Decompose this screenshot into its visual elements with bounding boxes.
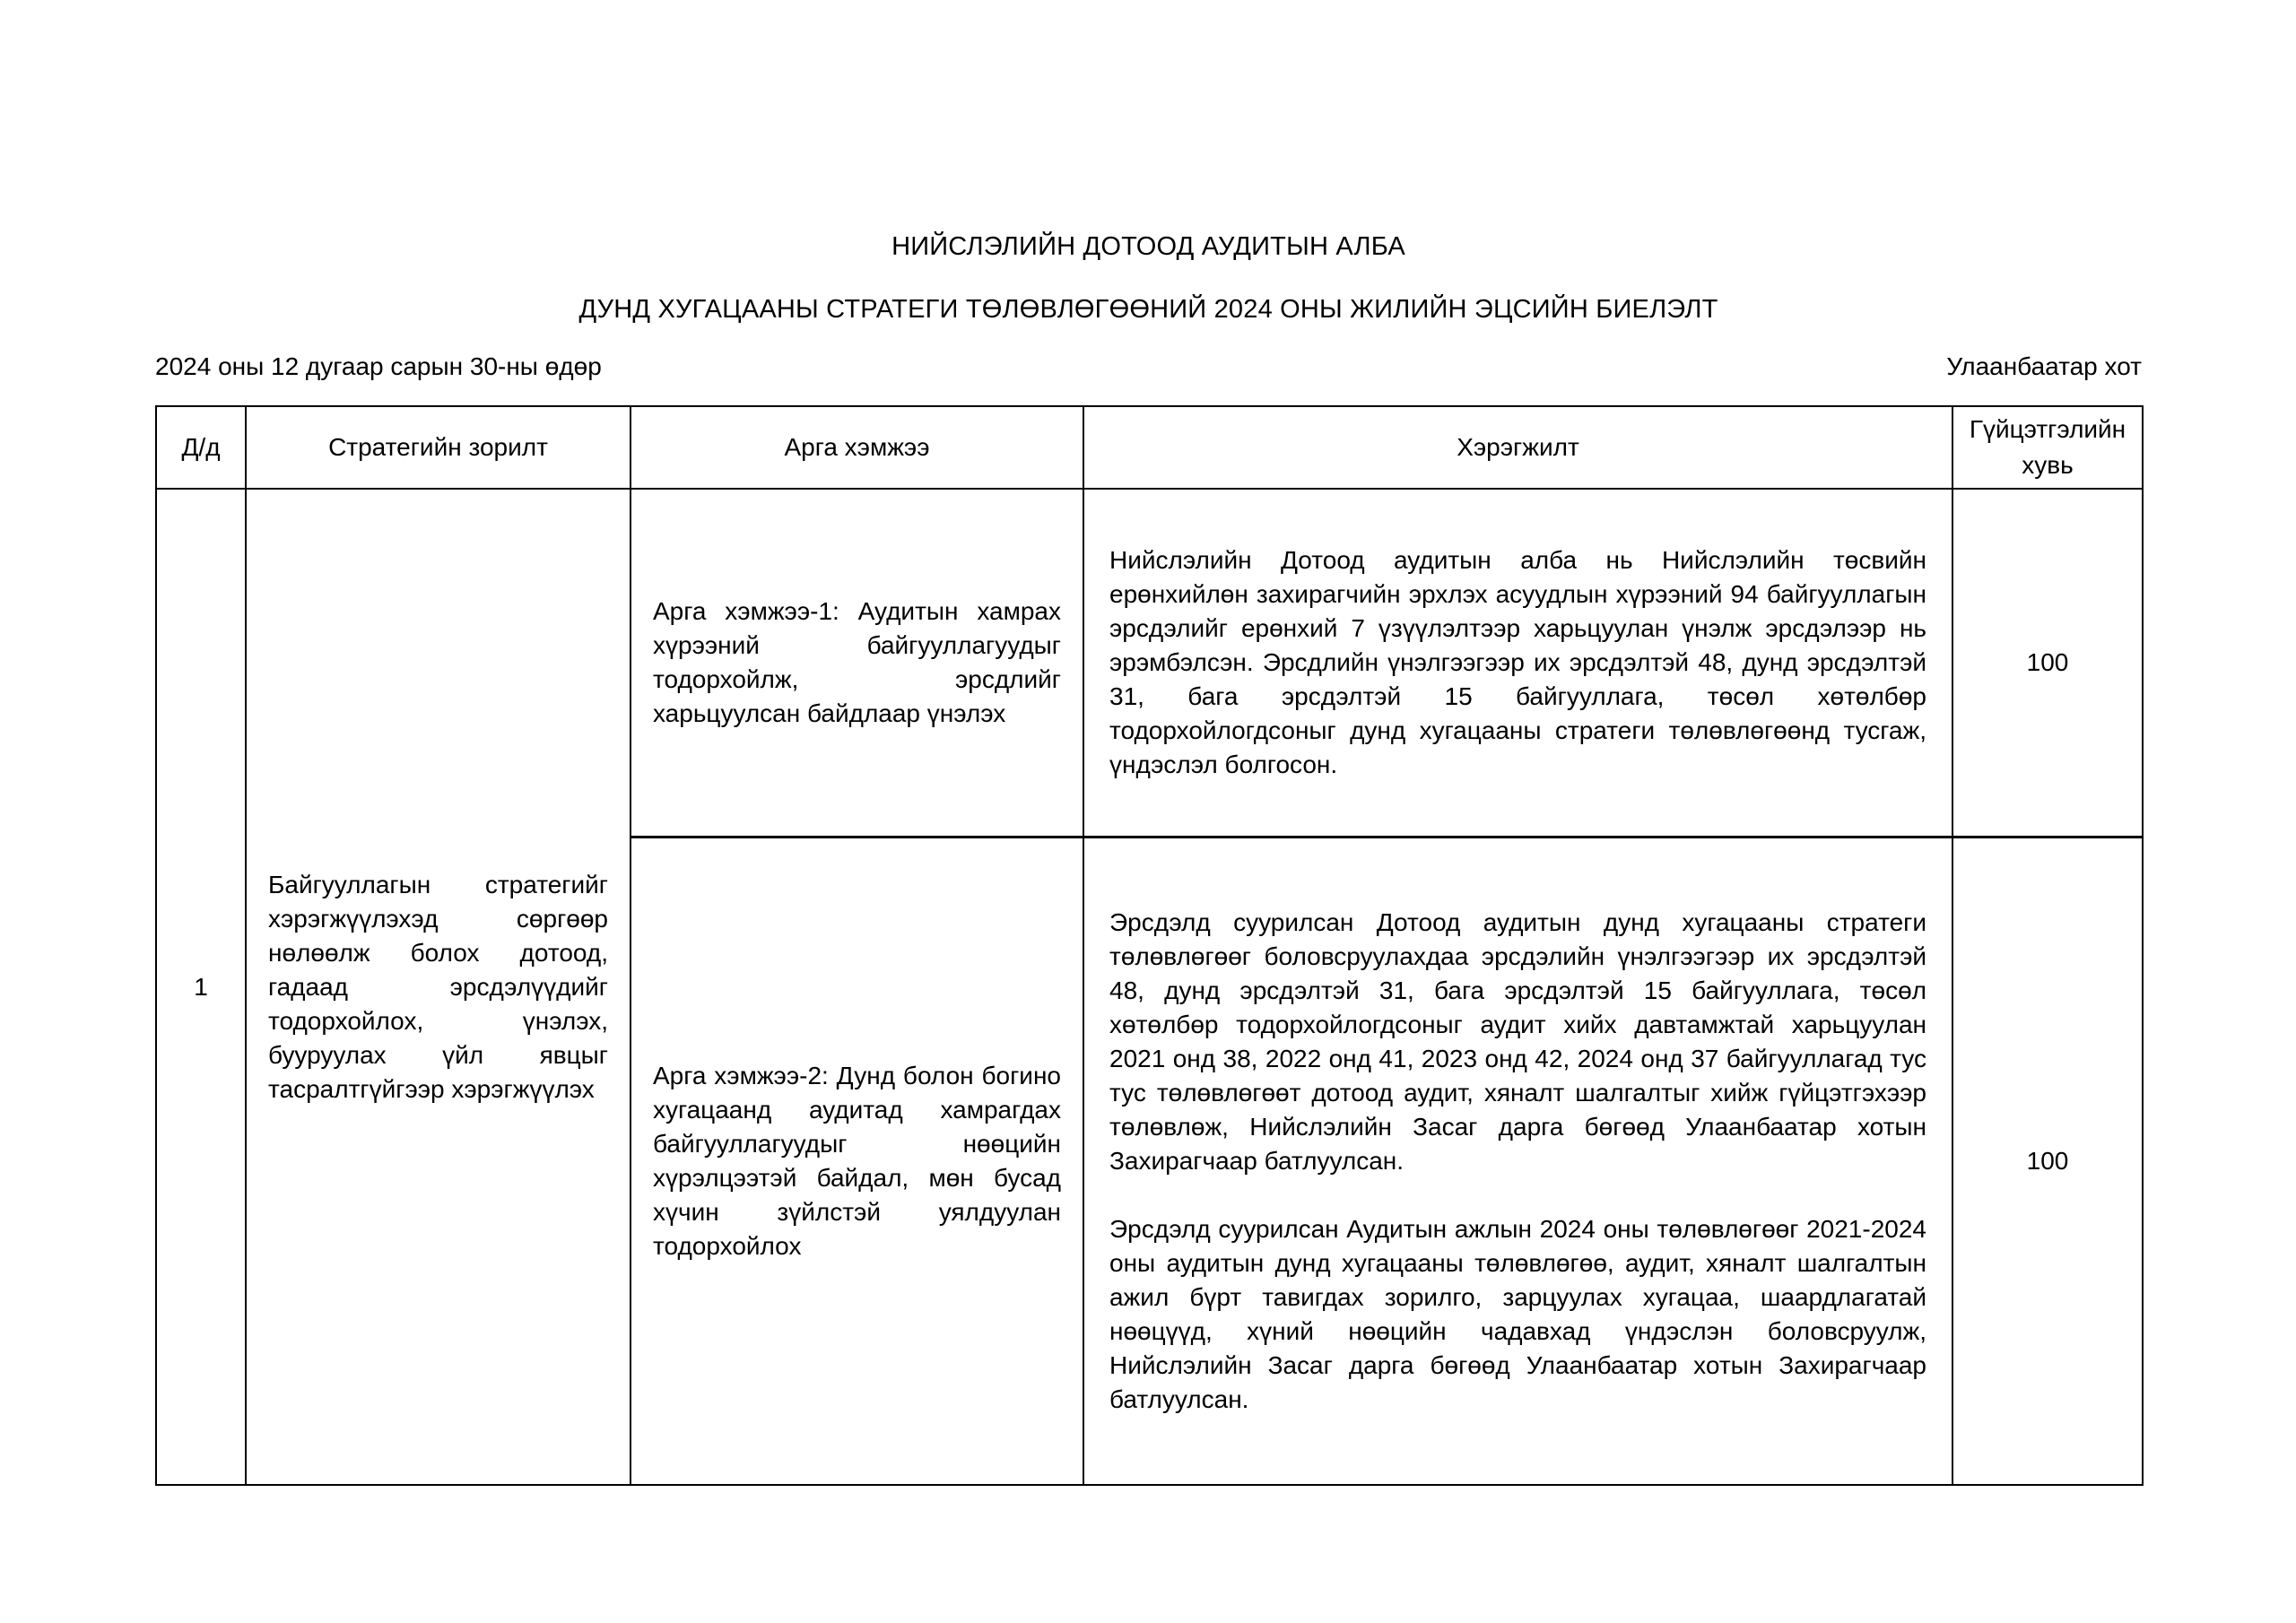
document-date: 2024 оны 12 дугаар сарын 30-ны өдөр (155, 352, 602, 380)
implementation-2-cell (1083, 837, 1952, 1485)
implementation-2-paragraph-1: Эрсдэлд суурилсан Дотоод аудитын дунд хугацааны стратеги төлөвлөгөөг боловсруулахдаа эрсдэлийн үнэлгээгээр их эрсдэлтэй 48, дунд эрсдэлтэй 31, бага эрсдэлтэй 15 байгууллага, төсөл хөтөлбөр тодорхойлогдсоныг аудит хийх давтамжтай харьцуулан 2021 онд 38, 2022 онд 41, 2023 онд 42, 2024 онд 37 байгууллагад тус тус төлөвлөгөөт дотоод аудит, хяналт шалгалтыг хийж гүйцэтгэхээр төлөвлөж, Нийслэлийн Засаг дарга бөгөөд Улаанбаатар хотын Захирагчаар батлуулсан. (1109, 907, 1926, 1175)
table-row (156, 489, 2143, 837)
header-strategic-objective: Стратегийн зорилт (246, 406, 631, 489)
measure-1-cell: Арга хэмжээ-1: Аудитын хамрах хүрээний байгууллагуудыг тодорхойлж, эрсдлийг харьцуулсан байдлаар үнэлэх (631, 489, 1083, 837)
table-header-row (156, 406, 2143, 489)
header-performance-percent: Гүйцэтгэлийн хувь (1952, 406, 2143, 489)
implementation-2-paragraph-2: Эрсдэлд суурилсан Аудитын ажлын 2024 оны төлөвлөгөөг 2021-2024 оны аудитын дунд хугацааны төлөвлөгөө, аудит, хяналт шалгалтын ажил бүрт тавигдах зорилго, зарцуулах хугацаа, шаардлагатай нөөцүүд, хүний нөөцийн чадавхад үндэслэн боловсруулж, Нийслэлийн Засаг дарга бөгөөд Улаанбаатар хотын Захирагчаар батлуулсан. (1109, 1214, 1926, 1413)
document-meta-row (155, 352, 2142, 382)
header-number: Д/д (156, 406, 246, 489)
strategic-objective-cell: Байгууллагын стратегийг хэрэгжүүлэхэд сөргөөр нөлөөлж болох дотоод, гадаад эрсдэлүүдийг тодорхойлох, үнэлэх, бууруулах үйл явцыг тасралтгүйгээр хэрэгжүүлэх (246, 489, 631, 1485)
percent-1-cell: 100 (1952, 489, 2143, 837)
row-number-cell: 1 (156, 489, 246, 1485)
header-measure: Арга хэмжээ (631, 406, 1083, 489)
measure-2-cell: Арга хэмжээ-2: Дунд болон богино хугацаанд аудитад хамрагдах байгууллагуудыг нөөцийн хүрэлцээтэй байдал, мөн бусад хүчин зүйлстэй уялдуулан тодорхойлох (631, 837, 1083, 1485)
percent-2-cell: 100 (1952, 837, 2143, 1485)
implementation-1-cell (1083, 489, 1952, 837)
document-title: НИЙСЛЭЛИЙН ДОТООД АУДИТЫН АЛБА (891, 232, 1405, 261)
document-place: Улаанбаатар хот (1946, 352, 2142, 380)
implementation-1-paragraph: Нийслэлийн Дотоод аудитын алба нь Нийслэлийн төсвийн ерөнхийлөн захирагчийн эрхлэх асуудлын хүрээний 94 байгууллагын эрсдэлийг ерөнхий 7 үзүүлэлтээр харьцуулан үнэлж эрсдэлээр нь эрэмбэлсэн. Эрсдлийн үнэлгээгээр их эрсдэлтэй 48, дунд эрсдэлтэй 31, бага эрсдэлтэй 15 байгууллага, төсөл хөтөлбөр тодорхойлогдсоныг дунд хугацааны стратеги төлөвлөгөөнд тусгаж, үндэслэл болгосон. (1109, 545, 1926, 778)
document-subtitle: ДУНД ХУГАЦААНЫ СТРАТЕГИ ТӨЛӨВЛӨГӨӨНИЙ 2024 ОНЫ ЖИЛИЙН ЭЦСИЙН БИЕЛЭЛТ (578, 295, 1718, 324)
performance-table (155, 405, 2144, 1486)
header-implementation: Хэрэгжилт (1083, 406, 1952, 489)
